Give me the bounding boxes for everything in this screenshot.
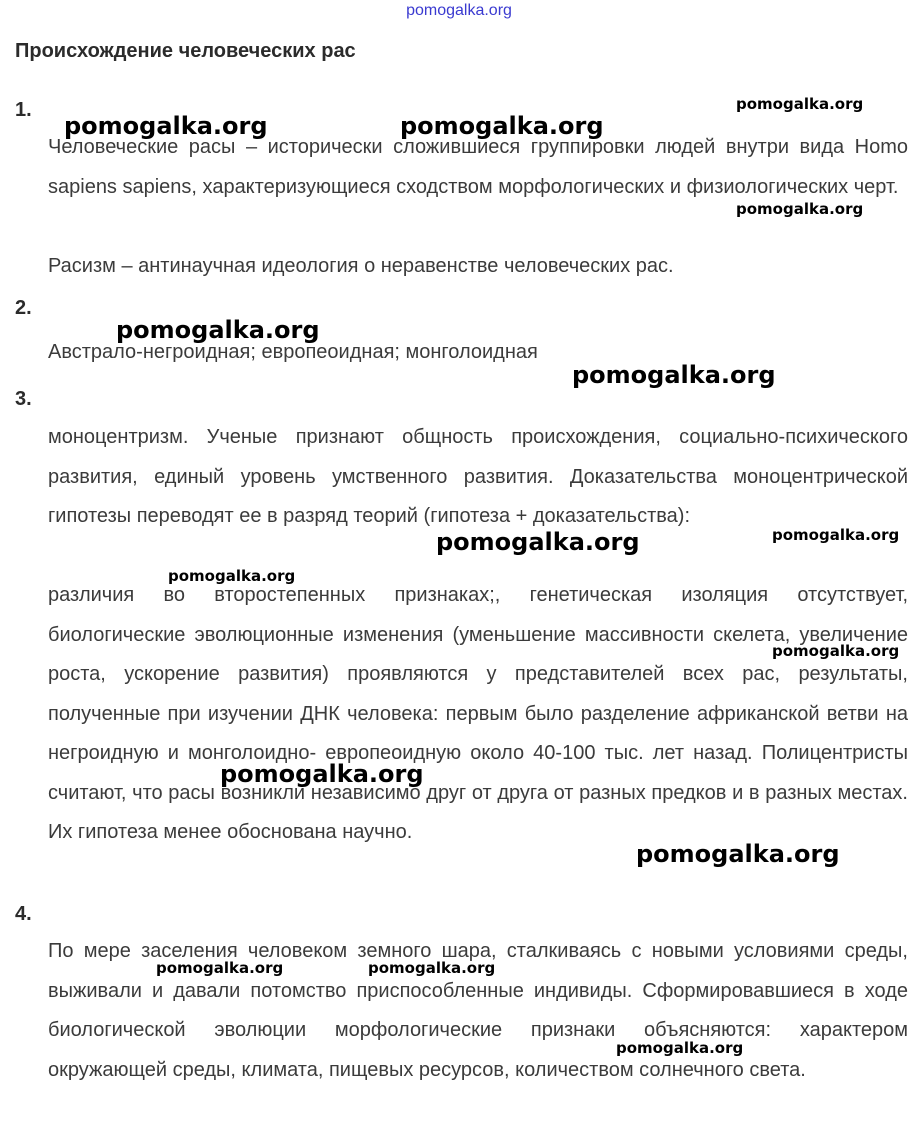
watermark: pomogalka.org <box>572 361 776 389</box>
section-1-paragraph-2: Расизм – антинаучная идеология о неравенстве человеческих рас. <box>48 255 674 277</box>
section-1-paragraph-1: Человеческие расы – исторически сложившиеся группировки людей внутри вида Homo sapiens sapiens, характеризующиеся сходством морфологических и физиологических черт. <box>48 136 908 198</box>
section-3-paragraph-2: различия во второстепенных признаках;, генетическая изоляция отсутствует, биологические эволюционные изменения (уменьшение массивности скелета, увеличение роста, ускорение развития) проявляются у представителей всех рас, результаты, полученные при изучении ДНК человека: первым было разделение африканской ветви на негроидную и монголоидно- европеоидную около 40-100 тыс. лет назад. Полицентристы считают, что расы возникли независимо друг от друга от разных предков и в разных местах. Их гипотеза менее обоснована научно. <box>48 584 908 843</box>
watermark: pomogalka.org <box>368 959 496 977</box>
section-number-2: 2. <box>15 297 32 319</box>
site-header[interactable]: pomogalka.org <box>406 2 512 19</box>
section-number-1: 1. <box>15 99 32 121</box>
watermark: pomogalka.org <box>772 642 900 660</box>
page-title: Происхождение человеческих рас <box>15 40 356 62</box>
watermark: pomogalka.org <box>636 840 840 868</box>
watermark: pomogalka.org <box>64 112 268 140</box>
section-2-paragraph-1: Австрало-негроидная; европеоидная; монголоидная <box>48 341 538 363</box>
watermark: pomogalka.org <box>436 528 640 556</box>
watermark: pomogalka.org <box>736 200 864 218</box>
section-3-paragraph-1: моноцентризм. Ученые признают общность происхождения, социально-психического развития, единый уровень умственного развития. Доказательства моноцентрической гипотезы переводят ее в разряд теорий (гипотеза + доказательства): <box>48 426 908 527</box>
watermark: pomogalka.org <box>772 526 900 544</box>
section-4-paragraph-1: По мере заселения человеком земного шара, сталкиваясь с новыми условиями среды, выживали и давали потомство приспособленные индивиды. Сформировавшиеся в ходе биологической эволюции морфологические признаки объясняются: характером окружающей среды, климата, пищевых ресурсов, количеством солнечного света. <box>48 940 908 1081</box>
watermark: pomogalka.org <box>156 959 284 977</box>
watermark: pomogalka.org <box>400 112 604 140</box>
watermark: pomogalka.org <box>116 316 320 344</box>
watermark: pomogalka.org <box>220 760 424 788</box>
section-number-4: 4. <box>15 903 32 925</box>
watermark: pomogalka.org <box>168 567 296 585</box>
watermark: pomogalka.org <box>616 1039 744 1057</box>
watermark: pomogalka.org <box>736 95 864 113</box>
section-number-3: 3. <box>15 388 32 410</box>
